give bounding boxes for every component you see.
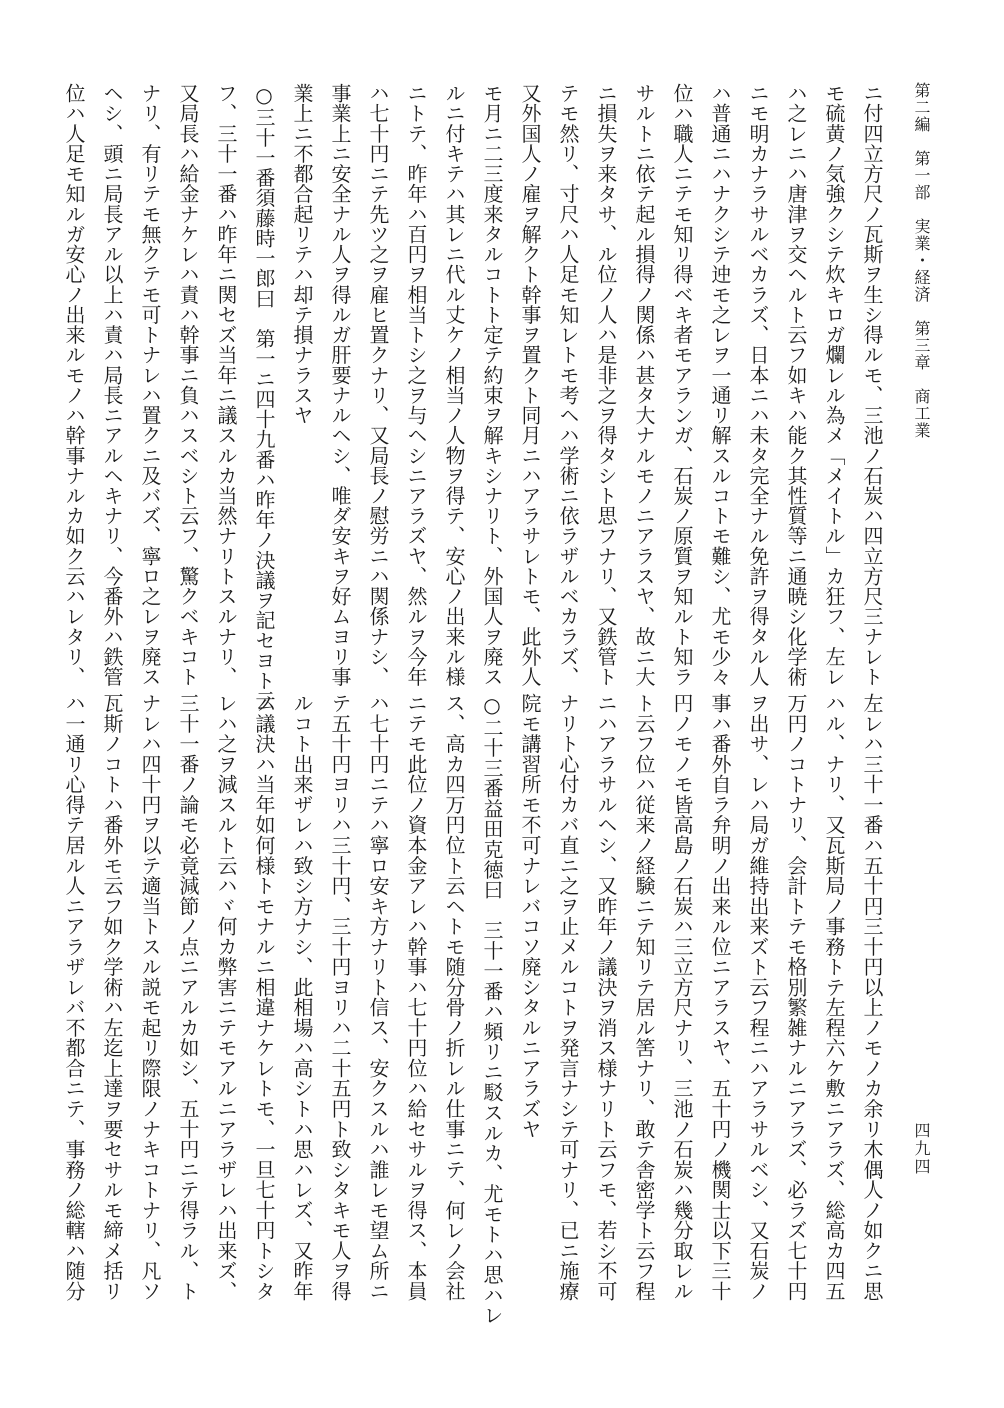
text-line: ハ七十円ニテ先ツ之ヲ雇ヒ置クナリ、又局長ノ慰労ニハ関係ナシ、	[366, 83, 390, 687]
text-line: ハ一通リ心得テ居ル人ニアラザレバ不都合ニテ、事務ノ総轄ハ随分	[62, 693, 86, 1302]
text-line: 円ノモノモ皆高島ノ石炭ハ三立方尺ナリ、三池ノ石炭ハ幾分取レル	[670, 693, 694, 1302]
text-line: 事業上ニ安全ナル人ヲ得ルガ肝要ナルヘシ、唯ダ安キヲ好ムヨリ事	[328, 83, 352, 687]
text-line: ○二十三番益田克徳曰 三十一番ハ頻リニ駁スルカ、尤モトハ思ハレ	[480, 693, 504, 1326]
text-line: ハル、ナリ、又瓦斯局ノ事務トテ左程六ケ敷ニアラズ、総高カ四五	[822, 693, 846, 1302]
text-line: ト云フ位ハ従来ノ経験ニテ知リテ居ル筈ナリ、敢テ舎密学ト云フ程	[632, 693, 656, 1302]
text-line: サルトニ依テ起ル損得ノ関係ハ甚タ大ナルモノニアラスヤ、故ニ大	[632, 83, 656, 687]
text-line: ハ七十円ニテハ寧ロ安キ方ナリト信ス、安クスルハ誰レモ望ム所ニ	[366, 693, 390, 1302]
text-line: ハ普通ニハナクシテ迚モ之レヲ一通リ解スルコトモ難シ、尤モ少々	[708, 83, 732, 687]
text-line: 業上ニ不都合起リテハ却テ損ナラスヤ	[290, 83, 314, 426]
text-line: ニトテ、昨年ハ百円ヲ相当トシ之ヲ与ヘシニアラズヤ、然ルヲ今年	[404, 83, 428, 687]
text-line: ○三十一番須藤時一郎曰 第一ニ四十九番ハ昨年ノ決議ヲ記セヨト云	[252, 83, 276, 711]
text-line: ヲ出サ、レハ局ガ維持出来ズト云フ程ニハアラサルベシ、又石炭ノ	[746, 693, 770, 1302]
text-line: ルニ付キテハ其レニ代ル丈ケノ相当ノ人物ヲ得テ、安心ノ出来ル様	[442, 83, 466, 687]
text-line: 院モ講習所モ不可ナレバコソ廃シタルニアラズヤ	[518, 693, 542, 1139]
text-line: レハ之ヲ減スルト云ハヾ何カ弊害ニテモアルニアラザレハ出来ズ、	[214, 693, 238, 1302]
text-line: 又局長ハ給金ナケレハ責ハ幹事ニ負ハスベシト云フ、驚クベキコト	[176, 83, 200, 687]
text-line: ニハアラサルヘシ、又昨年ノ議決ヲ消ス様ナリト云フモ、若シ不可	[594, 693, 618, 1302]
text-line: ルコト出来ザレハ致シ方ナシ、此相場ハ高シトハ思ハレズ、又昨年	[290, 693, 314, 1302]
text-line: 事ハ番外自ラ弁明ノ出来ル位ニアラスヤ、五十円ノ機関士以下三十	[708, 693, 732, 1302]
text-line: 万円ノコトナリ、会計トテモ格別繁雑ナルニアラズ、必ラズ七十円	[784, 693, 808, 1302]
text-line: ナリト心付カバ直ニ之ヲ止メルコトヲ発言ナシテ可ナリ、已ニ施療	[556, 693, 580, 1302]
top-text-block	[62, 83, 891, 711]
text-line: 位ハ職人ニテモ知リ得ベキ者モアランガ、石炭ノ原質ヲ知ルト知ラ	[670, 83, 694, 687]
text-line: テ五十円ヨリハ三十円、三十円ヨリハ二十五円ト致シタキモ人ヲ得	[328, 693, 352, 1302]
text-line: ニテモ此位ノ資本金アレハ幹事ハ七十円位ハ給セサルヲ得ス、本員	[404, 693, 428, 1302]
text-line: ノ議決ハ当年如何様トモナルニ相違ナケレトモ、一旦七十円トシタ	[252, 693, 276, 1302]
text-line: 又外国人ノ雇ヲ解クト幹事ヲ置クト同月ニハアラサレトモ、此外人	[518, 83, 542, 687]
text-line: ナレハ四十円ヲ以テ適当トスル説モ起リ際限ノナキコトナリ、凡ソ	[138, 693, 162, 1302]
text-line: ナリ、有リテモ無クテモ可トナレハ置クニ及バズ、寧ロ之レヲ廃ス	[138, 83, 162, 687]
bottom-text-block	[62, 693, 891, 1326]
text-line: テモ然リ、寸尺ハ人足モ知レトモ考ヘハ学術ニ依ラザルベカラズ、	[556, 83, 580, 687]
page-number: 四九四	[912, 1122, 931, 1176]
text-line: フ、三十一番ハ昨年ニ関セズ当年ニ議スルカ当然ナリトスルナリ、	[214, 83, 238, 687]
text-line: モ月ニ二三度来タルコトト定テ約束ヲ解キシナリト、外国人ヲ廃ス	[480, 83, 504, 687]
text-line: 三十一番ノ論モ必竟減節ノ点ニアルカ如シ、五十円ニテ得ラル、ト	[176, 693, 200, 1302]
text-line: ニ付四立方尺ノ瓦斯ヲ生シ得ルモ、三池ノ石炭ハ四立方尺三ナレト	[860, 83, 884, 687]
text-line: ヘシ、頭ニ局長アル以上ハ責ハ局長ニアルヘキナリ、今番外ハ鉄管	[100, 83, 124, 687]
text-line: ハ之レニハ唐津ヲ交ヘルト云フ如キハ能ク其性質等ニ通暁シ化学術	[784, 83, 808, 687]
text-line: ニモ明カナラサルベカラズ、日本ニハ未タ完全ナル免許ヲ得タル人	[746, 83, 770, 687]
text-line: 左レハ三十一番ハ五十円三十円以上ノモノカ余リ木偶人ノ如クニ思	[860, 693, 884, 1302]
text-line: ニ損失ヲ来タサ、ル位ノ人ハ是非之ヲ得タシト思フナリ、又鉄管ト	[594, 83, 618, 687]
text-line: モ硫黄ノ気強クシテ炊キロガ爛レル為メ「メイトル」カ狂フ、左レ	[822, 83, 846, 687]
text-line: 位ハ人足モ知ルガ安心ノ出来ルモノハ幹事ナルカ如ク云ハレタリ、	[62, 83, 86, 687]
running-header: 第二編 第一部 実業・経済 第三章 商工業	[912, 82, 931, 439]
text-line: 瓦斯ノコトハ番外モ云フ如ク学術ハ左迄上達ヲ要セサルモ締メ括リ	[100, 693, 124, 1302]
text-line: ス、高カ四万円位ト云ヘトモ随分骨ノ折レル仕事ニテ、何レノ会社	[442, 693, 466, 1302]
